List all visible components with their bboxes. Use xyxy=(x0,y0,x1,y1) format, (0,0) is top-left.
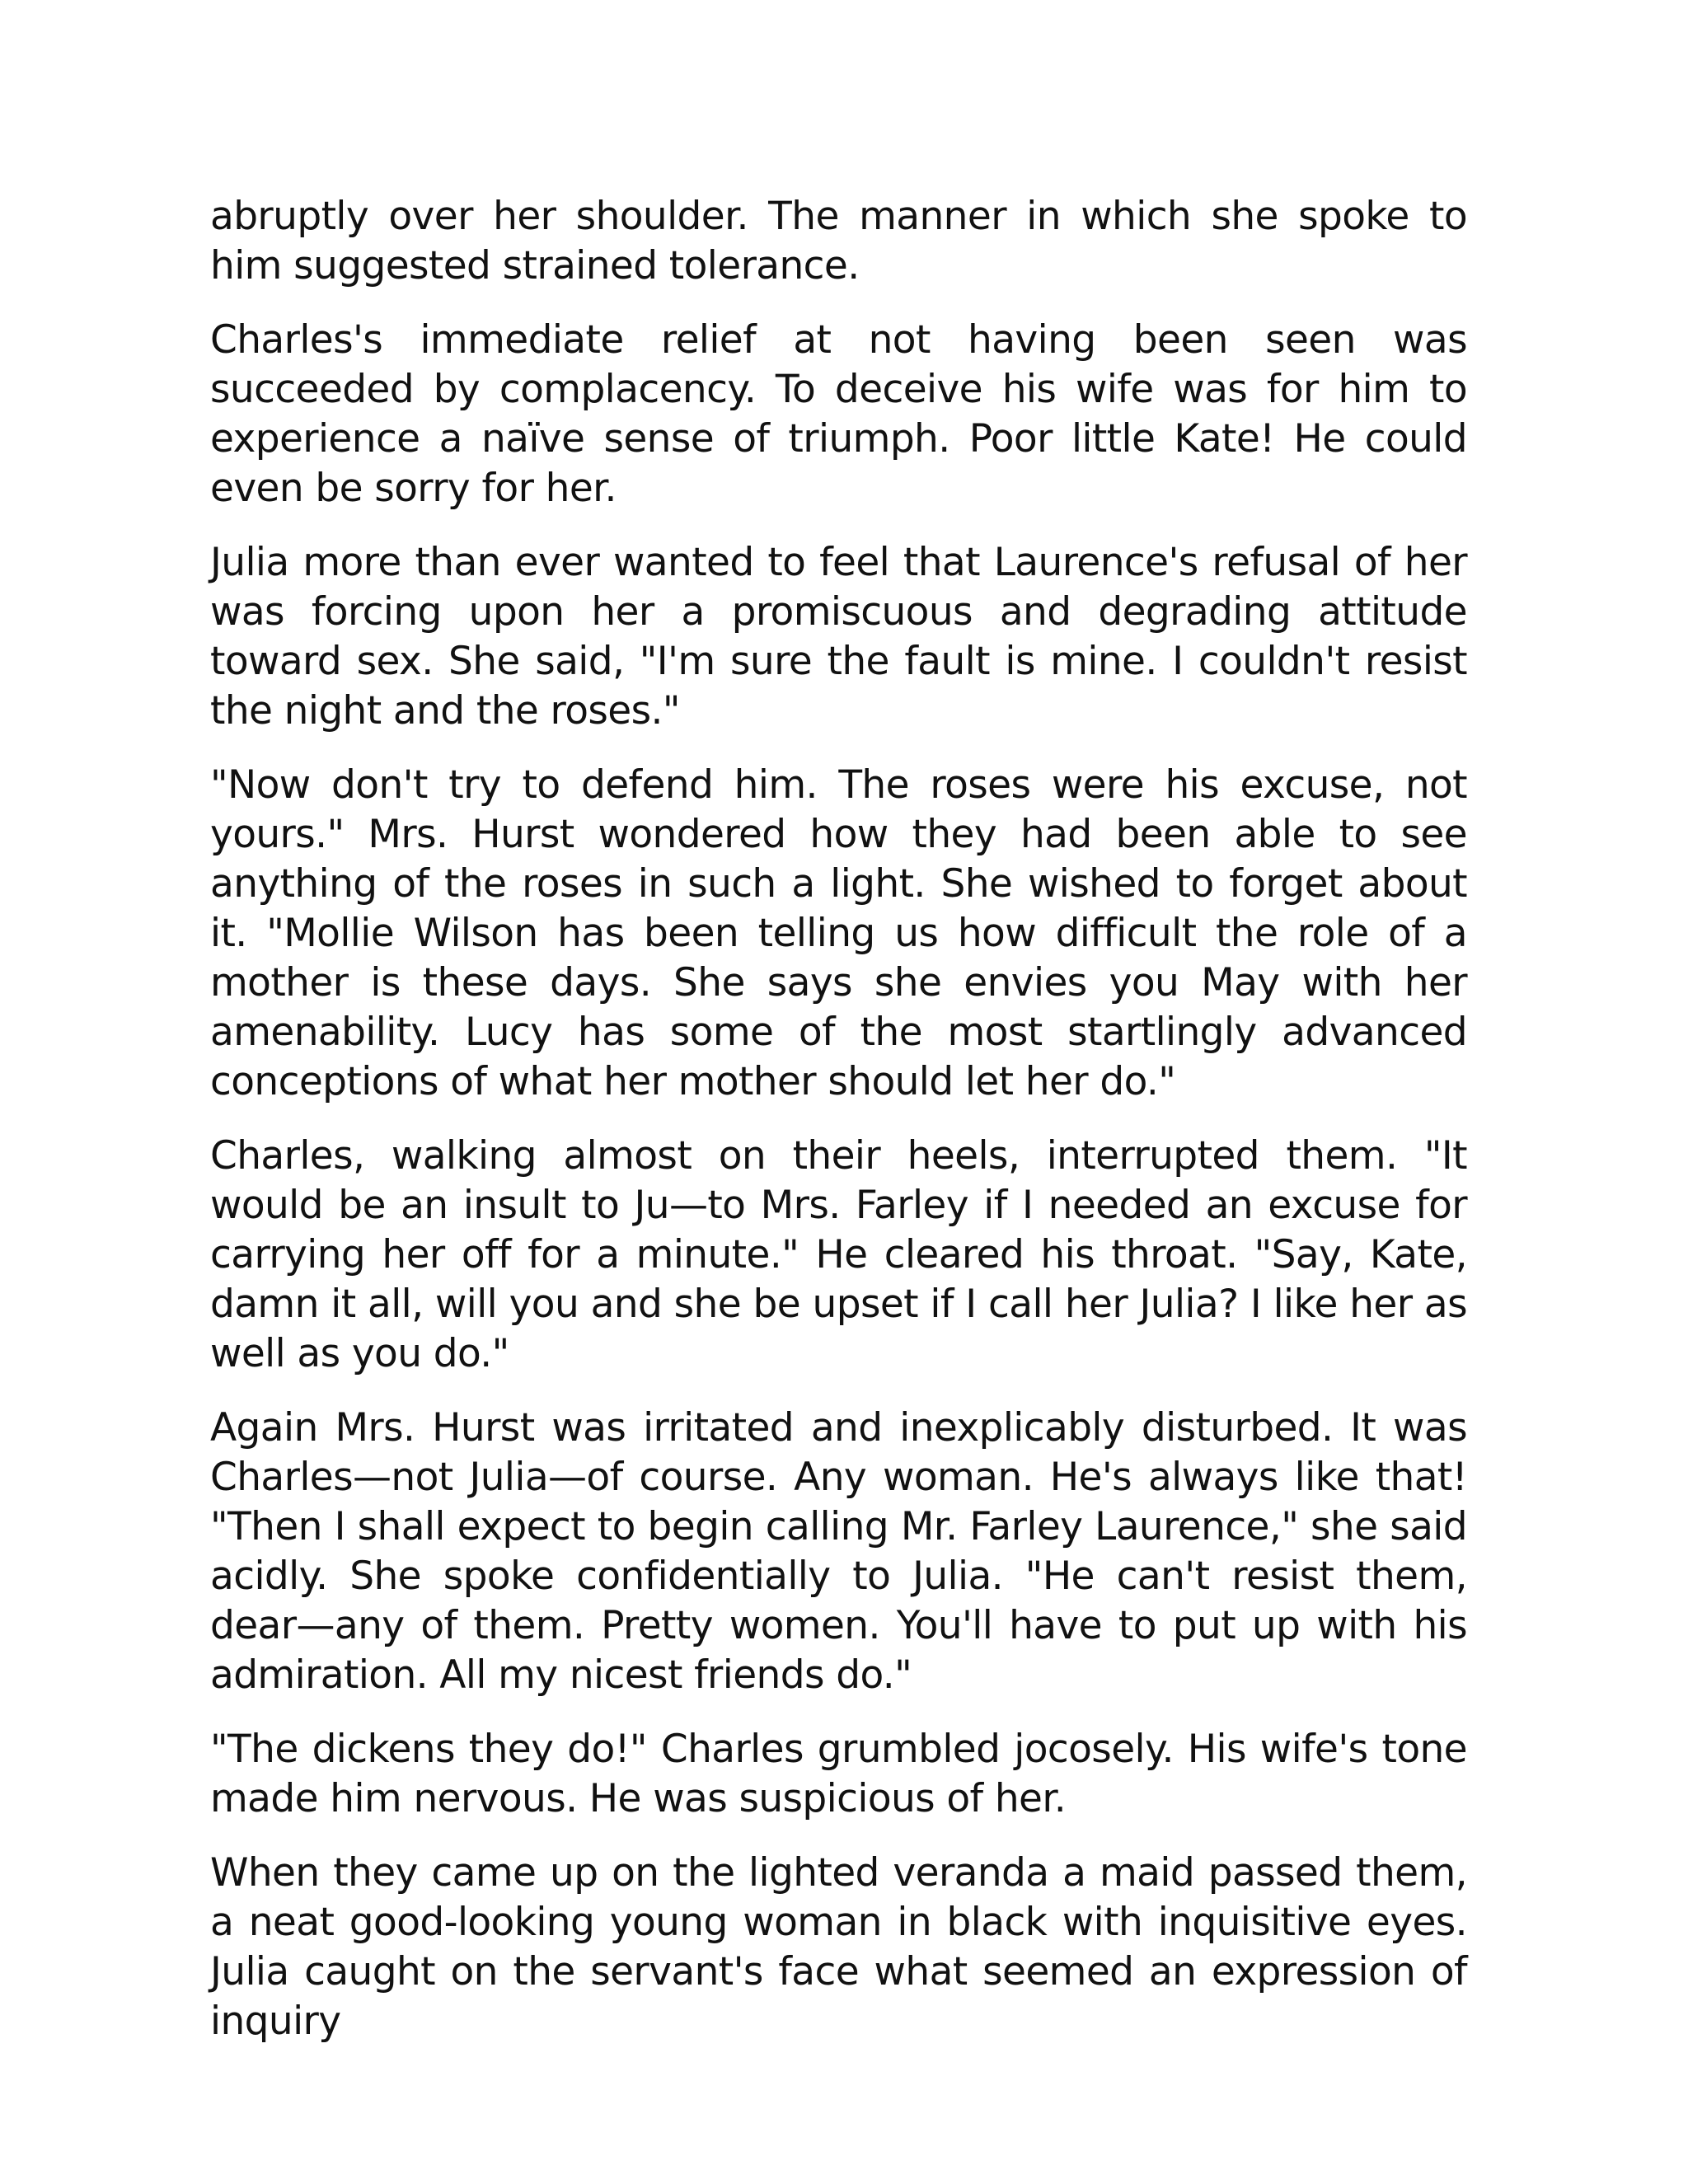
page-body xyxy=(210,192,1467,2071)
paragraph: Again Mrs. Hurst was irritated and inexplicably disturbed. It was Charles—not Julia—of course. Any woman. He's always like that! "Then I shall expect to begin calling Mr. Farley Laurence," she said acidly. She spoke confidentially to Julia. "He can't resist them, dear—any of them. Pretty women. You'll have to put up with his admiration. All my nicest friends do." xyxy=(210,1405,1467,1698)
paragraph: When they came up on the lighted veranda a maid passed them, a neat good-looking young woman in black with inquisitive eyes. Julia caught on the servant's face what seemed an expression of inquiry xyxy=(210,1850,1467,2044)
paragraph: abruptly over her shoulder. The manner in which she spoke to him suggested strained tolerance. xyxy=(210,194,1467,288)
paragraph: Charles's immediate relief at not having been seen was succeeded by complacency. To deceive his wife was for him to experience a naïve sense of triumph. Poor little Kate! He could even be sorry for her. xyxy=(210,317,1467,511)
paragraph: Charles, walking almost on their heels, interrupted them. "It would be an insult to Ju—to Mrs. Farley if I needed an excuse for carrying her off for a minute." He cleared his throat. "Say, Kate, damn it all, will you and she be upset if I call her Julia? I like her as well as you do." xyxy=(210,1133,1467,1376)
paragraph: "Now don't try to defend him. The roses were his excuse, not yours." Mrs. Hurst wondered how they had been able to see anything of the roses in such a light. She wished to forget about it. "Mollie Wilson has been telling us how difficult the role of a mother is these days. She says she envies you May with her amenability. Lucy has some of the most startlingly advanced conceptions of what her mother should let her do." xyxy=(210,762,1467,1104)
paragraph: Julia more than ever wanted to feel that Laurence's refusal of her was forcing upon her a promiscuous and degrading attitude toward sex. She said, "I'm sure the fault is mine. I couldn't resist the night and the roses." xyxy=(210,540,1467,733)
paragraph: "The dickens they do!" Charles grumbled jocosely. His wife's tone made him nervous. He was suspicious of her. xyxy=(210,1727,1467,1821)
